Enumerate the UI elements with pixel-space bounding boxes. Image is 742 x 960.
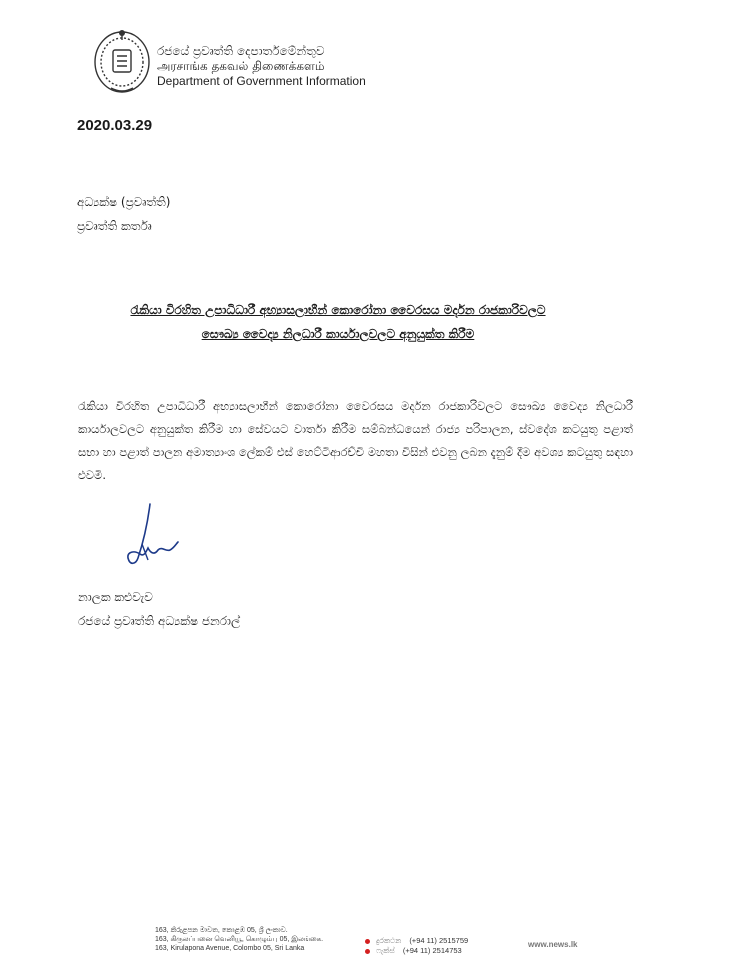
letterhead bbox=[157, 44, 366, 89]
signer-block bbox=[78, 585, 240, 633]
letter-date: 2020.03.29 bbox=[77, 117, 153, 134]
signer-name: නාලක කළුවැව bbox=[78, 590, 153, 604]
contact-value: (+94 11) 2515759 bbox=[409, 936, 469, 945]
recipient-line: ප්‍රවෘත්ති කර්තෘ bbox=[77, 219, 152, 233]
subject-heading bbox=[78, 298, 598, 346]
subject-line: සෞඛ්‍ය වෛද්‍ය නිලධාරී කාර්යාලවලට අනුයුක්ත කිරීම bbox=[201, 327, 475, 341]
recipients bbox=[77, 190, 170, 238]
contact-label: දුරකථන bbox=[376, 936, 402, 945]
signer-title: රජයේ ප්‍රවෘත්ති අධ්‍යක්ෂ ජනරාල් bbox=[78, 614, 241, 628]
org-name-sinhala: රජයේ ප්‍රවෘත්ති දෙපාර්තමේන්තුව bbox=[157, 44, 325, 58]
bullet-icon bbox=[365, 949, 370, 954]
address-line: 163, කිරුළපන මාවත, කොළඹ 05, ශ්‍රී ලංකාව. bbox=[155, 927, 288, 934]
sri-lanka-emblem-icon bbox=[91, 28, 153, 96]
contact-label: ෆැක්ස් bbox=[376, 946, 395, 955]
letter-body: රැකියා විරහිත උපාධිධාරී අභ්‍යාසලාභීන් කොරෝනා වෛරසය මර්දන රාජකාරිවලට සෞඛ්‍ය වෛද්‍ය නිලධාරී කාර්යාලවලට අනුයුක්ත කිරීම හා සේවයට වාර්තා කිරීම සම්බන්ධයෙන් රාජ්‍ය පරිපාලන, ස්වදේශ කටයුතු පළාත් සභා හා පළාත් පාලන අමාත්‍යාංශ ලේකම් එස් හෙට්ටිආරච්චි මහතා විසින් එවනු ලබන දැනුම් දීම අවශ්‍ය කටයුතු සඳහා එවමි. bbox=[78, 399, 633, 482]
recipient-line: අධ්‍යක්ෂ (ප්‍රවෘත්ති) bbox=[77, 195, 171, 209]
letter-footer bbox=[0, 918, 742, 960]
footer-address bbox=[155, 926, 323, 953]
contact-fax bbox=[365, 946, 468, 956]
address-line: 163, Kirulapona Avenue, Colombo 05, Sri Lanka bbox=[155, 945, 305, 952]
contact-value: (+94 11) 2514753 bbox=[402, 946, 462, 955]
footer-contacts bbox=[365, 936, 468, 956]
address-line: 163, கிருலப்பனை வெனியூ, கொழும்பு 05, இலங்கை. bbox=[155, 936, 324, 943]
contact-phone bbox=[365, 936, 468, 946]
bullet-icon bbox=[365, 939, 370, 944]
handwritten-signature bbox=[118, 500, 188, 580]
org-name-tamil: அரசாங்க தகவல் திணைக்களம் bbox=[157, 59, 325, 73]
org-name-english: Department of Government Information bbox=[157, 74, 366, 88]
website-link[interactable]: www.news.lk bbox=[528, 940, 578, 949]
subject-line: රැකියා විරහිත උපාධිධාරී අභ්‍යාසලාභීන් කොරෝනා වෛරසය මර්දන රාජකාරිවලට bbox=[130, 303, 546, 317]
